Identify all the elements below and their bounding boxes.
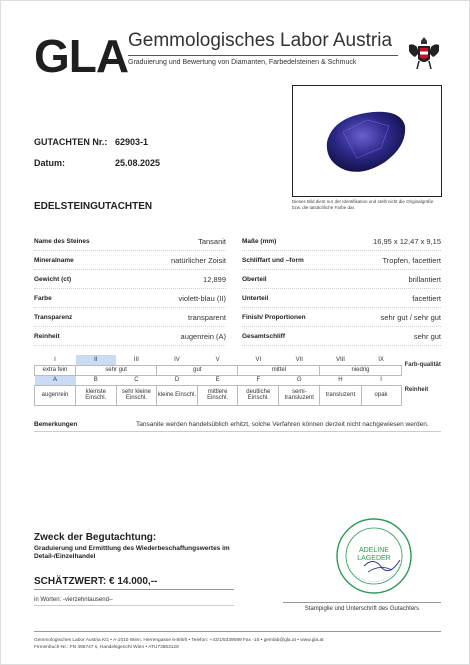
clarity-term: opak	[361, 385, 401, 405]
property-value: sehr gut	[413, 332, 441, 341]
property-key: Transparenz	[34, 314, 73, 321]
property-key: Name des Steines	[34, 238, 90, 245]
date-label: Datum:	[34, 158, 65, 168]
valuation-value: € 14.000,--	[109, 576, 158, 587]
footer-divider	[34, 631, 441, 632]
stamp-name-line2: LAGEDER	[357, 555, 391, 562]
clarity-grade-cell: B	[76, 375, 117, 385]
property-value: 16,95 x 12,47 x 9,15	[373, 237, 441, 246]
report-title: EDELSTEINGUTACHTEN	[34, 201, 153, 212]
color-grade-cell-selected: II	[76, 355, 117, 365]
property-value: 12,899	[203, 275, 226, 284]
report-number-label: GUTACHTEN Nr.:	[34, 137, 108, 147]
clarity-grade-cell: E	[197, 375, 238, 385]
valuation-in-words: in Worten: -vierzehntausend--	[34, 597, 113, 603]
valuation	[34, 576, 157, 587]
clarity-term: sehr kleine Einschl.	[116, 385, 157, 405]
clarity-grade-cell: D	[157, 375, 198, 385]
footer	[34, 637, 323, 651]
clarity-term: kleine Einschl.	[157, 385, 198, 405]
property-key: Schliffart und –form	[242, 257, 304, 264]
color-grade-cell: VIII	[320, 355, 361, 365]
property-row	[34, 328, 226, 346]
footer-registry: Firmenbuch-Nr.: FN 495747 s, Handelsgericht Wien • ATU73563128	[34, 645, 179, 650]
property-value: augenrein (A)	[180, 332, 226, 341]
property-value: facettiert	[412, 294, 441, 303]
color-term: niedrig	[320, 365, 401, 375]
property-row	[242, 233, 441, 251]
clarity-term: mittlere Einschl.	[197, 385, 238, 405]
property-value: Tansanit	[198, 237, 226, 246]
lab-subtitle: Graduierung und Bewertung von Diamanten, Farbedelsteinen & Schmuck	[128, 59, 357, 66]
color-term: mittel	[238, 365, 320, 375]
signature-line	[283, 602, 441, 603]
lab-name: Gemmologisches Labor Austria	[128, 30, 393, 51]
color-grade-cell: IV	[157, 355, 198, 365]
date-value: 25.08.2025	[115, 158, 161, 168]
property-row	[34, 233, 226, 251]
property-row	[34, 290, 226, 308]
property-value: violett-blau (II)	[178, 294, 226, 303]
stamp-name-line1: ADELINE	[359, 547, 389, 554]
color-grade-cell: I	[35, 355, 76, 365]
property-key: Unterteil	[242, 295, 269, 302]
clarity-grade-cell: F	[238, 375, 279, 385]
clarity-grade-cell: G	[279, 375, 320, 385]
footer-address: Gemmologisches Labor Austria KG • A-1010 Wien, Herrengasse 6-8/6/6 • Telefon: +43/1/5339099 Fax -15 • gemlab@gla.at • www.gla.at	[34, 638, 324, 643]
remarks-divider	[34, 431, 441, 432]
property-key: Mineralname	[34, 257, 74, 264]
color-grade-cell: VI	[238, 355, 279, 365]
clarity-term: augenrein	[35, 385, 76, 405]
property-key: Oberteil	[242, 276, 267, 283]
color-term: sehr gut	[76, 365, 157, 375]
property-row	[242, 252, 441, 270]
property-row	[34, 252, 226, 270]
property-value: Tropfen, facettiert	[382, 256, 441, 265]
color-grade-cell: III	[116, 355, 157, 365]
property-value: brillantiert	[408, 275, 441, 284]
property-key: Reinheit	[34, 333, 60, 340]
clarity-term: semi-transluzent	[279, 385, 320, 405]
appraiser-stamp-icon	[334, 516, 414, 596]
property-value: transparent	[188, 313, 226, 322]
clarity-grade-cell: H	[320, 375, 361, 385]
color-term: extra fein	[35, 365, 76, 375]
property-key: Gesamtschliff	[242, 333, 285, 340]
purpose-text: Graduierung und Ermittlung des Wiederbeschaffungswertes im Detail-/Einzelhandel	[34, 545, 230, 560]
color-grade-cell: IX	[361, 355, 401, 365]
photo-caption: Dieses Bild dient nur der Identifikation und stellt nicht die Originalgröße bzw. die tatsächliche Farbe dar.	[292, 199, 434, 210]
grade-scale-table	[34, 355, 441, 406]
property-key: Finish/ Proportionen	[242, 314, 306, 321]
austrian-eagle-crest-icon	[407, 33, 441, 73]
property-row	[242, 309, 441, 327]
gemstone-photo	[292, 85, 442, 197]
property-value: sehr gut / sehr gut	[380, 313, 441, 322]
signature-caption: Stampiglie und Unterschrift des Gutachters	[304, 606, 420, 612]
color-quality-label: Farb-qualität	[404, 362, 441, 368]
clarity-term: deutliche Einschl.	[238, 385, 279, 405]
color-term: gut	[157, 365, 238, 375]
property-row	[242, 328, 441, 346]
valuation-divider	[34, 589, 234, 590]
words-divider	[34, 605, 234, 606]
property-row	[34, 271, 226, 289]
remarks-label: Bemerkungen	[34, 421, 78, 428]
clarity-term: kleinste Einschl.	[76, 385, 117, 405]
clarity-grade-cell-selected: A	[35, 375, 76, 385]
property-value: natürlicher Zoisit	[170, 256, 226, 265]
property-key: Maße (mm)	[242, 238, 277, 245]
header-divider	[128, 55, 398, 56]
clarity-term: transluzent	[320, 385, 361, 405]
property-key: Farbe	[34, 295, 52, 302]
clarity-label: Reinheit	[404, 387, 429, 393]
property-row	[34, 309, 226, 327]
valuation-label: SCHÄTZWERT:	[34, 576, 107, 587]
property-row	[242, 271, 441, 289]
color-grade-cell: VII	[279, 355, 320, 365]
color-grade-cell: V	[197, 355, 238, 365]
report-number: 62903-1	[115, 137, 149, 147]
gla-logo: GLA	[34, 30, 129, 82]
property-row	[242, 290, 441, 308]
remarks-text: Tansanite werden handelsüblich erhitzt, solche Verfahren können derzeit nicht nachgewiesen werden.	[136, 421, 429, 428]
clarity-grade-cell: C	[116, 375, 157, 385]
clarity-grade-cell: I	[361, 375, 401, 385]
purpose-label: Zweck der Begutachtung:	[34, 532, 157, 543]
property-key: Gewicht (ct)	[34, 276, 72, 283]
